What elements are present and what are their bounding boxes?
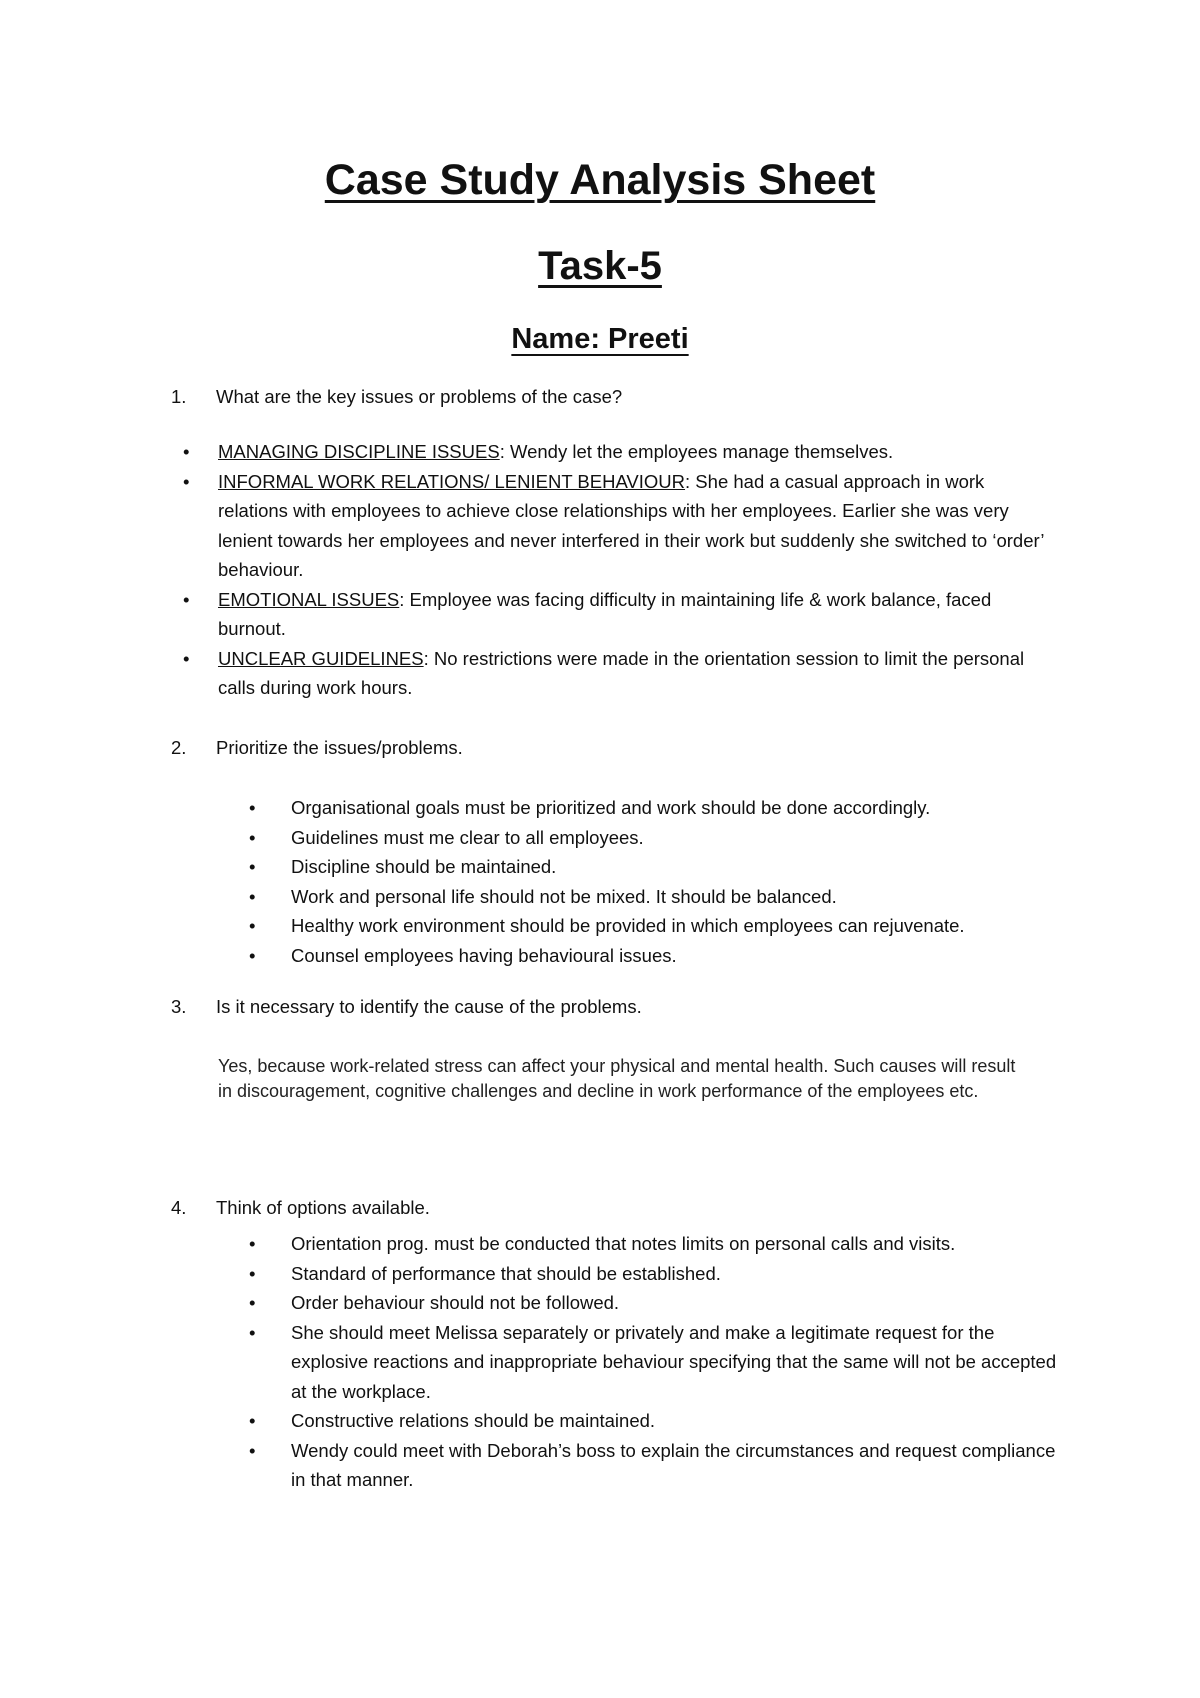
item-text: Guidelines must me clear to all employees.	[291, 826, 644, 848]
list-item	[249, 882, 1061, 912]
issues-list	[183, 437, 1058, 703]
item-text: She should meet Melissa separately or privately and make a legitimate request for the explosive reactions and inappropriate behaviour specifying that the same will not be accepted at the workplace.	[291, 1321, 1057, 1402]
list-item	[249, 1259, 1061, 1289]
list-item	[249, 1318, 1061, 1407]
bullet-icon: •	[249, 885, 256, 907]
list-item	[249, 1406, 1061, 1436]
bullet-icon: •	[249, 1262, 256, 1284]
item-text: : She had a casual approach in work relations with employees to achieve close relationships with her employees. Earlier she was very lenient towards her employees and never interfered in their work but suddenly she switched to ‘order’ behaviour.	[218, 470, 1044, 580]
item-text: Standard of performance that should be established.	[291, 1262, 721, 1284]
list-item	[183, 467, 1058, 585]
item-text: Organisational goals must be prioritized and work should be done accordingly.	[291, 797, 931, 818]
list-item	[183, 437, 1058, 467]
item-text: Healthy work environment should be provided in which employees can rejuvenate.	[291, 915, 965, 936]
list-item	[183, 585, 1058, 644]
bullet-icon: •	[183, 647, 190, 669]
bullet-icon: •	[183, 588, 190, 610]
bullet-icon: •	[249, 1233, 256, 1254]
item-text: : Employee was facing difficulty in maintaining life & work balance, faced burnout.	[218, 588, 992, 639]
question-text: Is it necessary to identify the cause of the problems.	[216, 996, 642, 1017]
name-heading: Name: Preeti	[511, 323, 689, 355]
item-text: Counsel employees having behavioural issues.	[291, 944, 677, 966]
bullet-icon: •	[183, 470, 190, 492]
list-item	[249, 1436, 1061, 1495]
bullet-icon: •	[249, 1410, 256, 1431]
item-heading: EMOTIONAL ISSUES	[218, 588, 400, 610]
bullet-icon: •	[249, 1292, 256, 1313]
item-text: Constructive relations should be maintained.	[291, 1410, 656, 1431]
list-item	[249, 1288, 1061, 1318]
task-heading: Task-5	[538, 244, 662, 288]
item-text: : No restrictions were made in the orientation session to limit the personal calls during work hours.	[218, 647, 1025, 698]
page-title: Case Study Analysis Sheet	[324, 156, 876, 204]
bullet-icon: •	[249, 797, 256, 818]
answer-paragraph: Yes, because work-related stress can affect your physical and mental health. Such causes will result in discouragement, cognitive challenges and decline in work performance of the employees etc.	[218, 1056, 1016, 1101]
question-4	[171, 1197, 430, 1219]
bullet-icon: •	[249, 915, 256, 936]
question-number: 2.	[171, 737, 187, 758]
question-number: 4.	[171, 1197, 187, 1218]
options-list	[249, 1229, 1061, 1495]
list-item	[249, 1229, 1061, 1259]
item-text: : Wendy let the employees manage themselves.	[499, 441, 894, 462]
list-item	[249, 911, 1061, 941]
question-3	[171, 996, 642, 1018]
list-item	[249, 852, 1061, 882]
bullet-icon: •	[249, 1439, 256, 1461]
question-number: 1.	[171, 386, 187, 407]
question-1	[171, 386, 622, 408]
item-heading: INFORMAL WORK RELATIONS/ LENIENT BEHAVIOUR	[218, 470, 686, 492]
list-item	[249, 793, 1061, 823]
question-text: Prioritize the issues/problems.	[216, 737, 463, 758]
item-text: Order behaviour should not be followed.	[291, 1292, 620, 1313]
bullet-icon: •	[183, 441, 190, 462]
list-item	[249, 823, 1061, 853]
priorities-list	[249, 793, 1061, 970]
item-text: Work and personal life should not be mixed. It should be balanced.	[291, 885, 837, 907]
question-text: What are the key issues or problems of the case?	[216, 386, 623, 407]
question-number: 3.	[171, 996, 187, 1017]
item-heading: UNCLEAR GUIDELINES	[218, 647, 424, 669]
item-text: Orientation prog. must be conducted that notes limits on personal calls and visits.	[291, 1233, 956, 1254]
bullet-icon: •	[249, 826, 256, 848]
question-text: Think of options available.	[216, 1197, 430, 1218]
item-heading: MANAGING DISCIPLINE ISSUES	[218, 441, 500, 462]
item-text: Discipline should be maintained.	[291, 856, 557, 877]
bullet-icon: •	[249, 1321, 256, 1343]
list-item	[249, 941, 1061, 971]
bullet-icon: •	[249, 856, 256, 877]
bullet-icon: •	[249, 944, 256, 966]
list-item	[183, 644, 1058, 703]
question-2	[171, 737, 463, 759]
item-text: Wendy could meet with Deborah’s boss to explain the circumstances and request compliance in that manner.	[291, 1439, 1056, 1490]
